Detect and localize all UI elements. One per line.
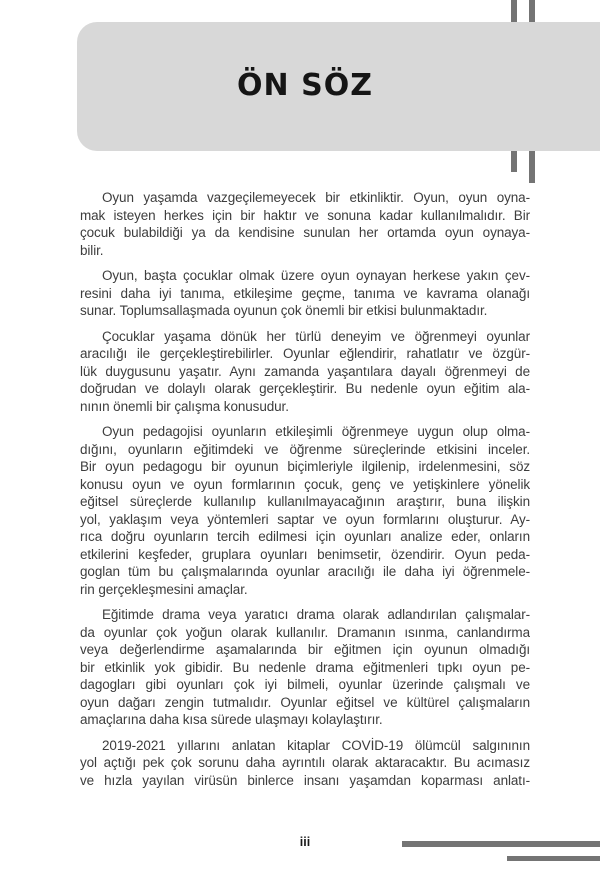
text-line: sunar. Toplumsallaşmada oyunun çok önemli bir etkisi bulunmaktadır. xyxy=(80,303,488,318)
page-number: iii xyxy=(299,835,311,849)
text-line: 2019-2021 yıllarını anlatan kitaplar COVİD-19 ölümcül salgınının xyxy=(102,737,530,753)
decor-footer-bar-1 xyxy=(402,841,600,847)
text-line: Çocuklar yaşama dönük her türlü deneyim ve öğrenmeyi oyunlar xyxy=(102,328,530,344)
text-line: rin gerçekleşmesini amaçlar. xyxy=(80,581,248,597)
text-line: dagogları gibi oyunları çok iyi bilmeli, oyunlar üzerinde çalışmalı ve xyxy=(80,677,530,692)
page-title: ÖN SÖZ xyxy=(237,68,373,103)
text-line: nının önemli bir çalışma konusudur. xyxy=(80,398,289,414)
text-line: Eğitimde drama veya yaratıcı drama olarak adlandırılan çalışmalar- xyxy=(102,607,530,622)
text-line: bilir. xyxy=(80,242,104,258)
text-line: oyun dağarı zengin tutmalıdır. Oyunlar eğitsel ve kültürel çalışmaların xyxy=(80,694,530,710)
text-line: dığını, oyunların eğitimdeki ve öğrenme süreçlerinde etkisini inceler. xyxy=(80,441,530,457)
paragraph xyxy=(80,423,530,598)
text-line: yol açtığı pek çok sorunu daha ayrıntılı olarak aktaracaktır. Bu acımasız xyxy=(80,755,530,770)
text-line: bir etkinlik yok gibidir. Bu nedenle drama eğitmenleri tıpkı oyun pe- xyxy=(80,659,530,675)
text-line: da oyunlar çok yoğun olarak kullanılır. Dramanın ısınma, canlandırma xyxy=(80,624,530,640)
text-line: resini daha iyi tanıma, etkileşime geçme, tanıma ve kavrama olanağı xyxy=(80,285,530,301)
text-line: çocuk bulabildiği ya da kendisine sunulan her ortamda oyun oynaya- xyxy=(80,225,530,240)
text-line: yol, yaklaşım veya yöntemleri saptar ve oyun formlarını oluşturur. Ay- xyxy=(80,511,530,527)
text-line: konusu oyun ve oyun formlarının çocuk, genç ve yetişkinlere yönelik xyxy=(80,476,530,492)
text-line: etkilerini keşfeder, gruplara oyunları benimsetir, özendirir. Oyun peda- xyxy=(80,546,530,562)
text-line: amaçlarına daha kısa sürede ulaşmayı kolaylaştırır. xyxy=(80,712,383,727)
text-line: Oyun pedagojisi oyunların etkileşimli öğrenmeye uygun olup olma- xyxy=(102,424,530,439)
text-line: Oyun, başta çocuklar olmak üzere oyun oynayan herkese yakın çev- xyxy=(102,268,530,283)
text-line: Oyun yaşamda vazgeçilemeyecek bir etkinliktir. Oyun, oyun oyna- xyxy=(102,190,530,205)
paragraph xyxy=(80,328,530,416)
text-line: ve hızla yayılan virüsün binlerce insanı yaşamdan koparması anlatı- xyxy=(80,772,530,788)
text-line: eğitsel süreçlerde kullanılıp kullanılmayacağının araştırır, buna ilişkin xyxy=(80,494,530,509)
paragraph xyxy=(80,267,530,320)
paragraph xyxy=(80,606,530,729)
chapter-header-band xyxy=(77,22,600,151)
text-line: mak isteyen herkes için bir haktır ve sonuna kadar kullanılmalıdır. Bir xyxy=(80,207,530,223)
decor-footer-bar-2 xyxy=(507,856,600,861)
preface-body-text xyxy=(80,189,530,789)
text-line: veya değerlendirme aşamalarında bir eğitmen için oyunun olmadığı xyxy=(80,642,530,657)
text-line: Bir oyun pedagogu bir oyunun biçimleriyle ilgilenip, irdelenmesini, söz xyxy=(80,459,530,474)
text-line: goglan tüm bu çalışmalarında oyunlar aracılığı ile daha iyi öğrenmele- xyxy=(80,564,530,579)
text-line: doğrudan ve dolaylı olarak gerçekleştirir. Bu nedenle oyun eğitim ala- xyxy=(80,381,530,396)
text-line: lük duygusunu yaşatır. Aynı zamanda yaşantılara dayalı öğrenmeyi de xyxy=(80,363,530,379)
text-line: rıca doğru oyunların tercih edilmesi için oyunları analize eder, onların xyxy=(80,529,530,544)
text-line: aracılığı ile gerçekleştirebilirler. Oyunlar eğlendirir, rahatlatır ve özgür- xyxy=(80,346,530,361)
paragraph xyxy=(80,737,530,790)
paragraph xyxy=(80,189,530,259)
